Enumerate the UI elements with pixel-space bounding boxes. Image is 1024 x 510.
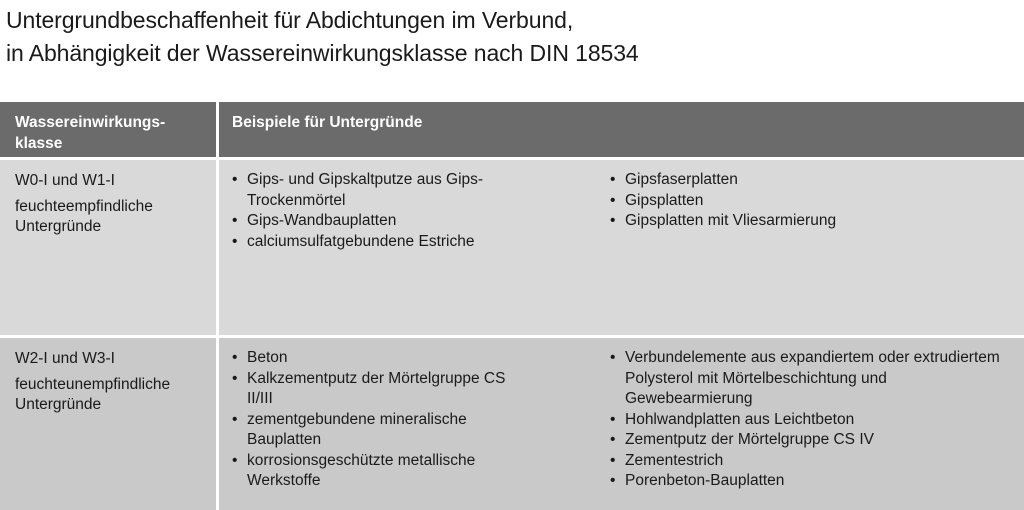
list-item: • Gipsplatten	[610, 191, 1010, 212]
header-class-label: Wassereinwirkungs- klasse	[15, 114, 166, 152]
row-1-class-description: feuchteempfindliche Untergründe	[15, 197, 153, 235]
list-item: • Hohlwandplatten aus Leichtbeton	[610, 410, 1010, 431]
title-line-1: Untergrundbeschaffenheit für Abdichtungen im Verbund,	[6, 7, 574, 33]
row-2-class-code: W2-I und W3-I	[15, 350, 115, 367]
header-examples-label: Beispiele für Untergründe	[232, 114, 423, 131]
row-1-examples-right	[610, 170, 1010, 335]
list-item: • Gips- und Gipskaltputze aus Gips-Trockenmörtel	[232, 170, 517, 211]
page-title	[6, 4, 639, 70]
row-2-class-cell	[0, 338, 219, 510]
row-1-examples-left	[232, 170, 610, 335]
row-2-examples-left	[232, 348, 610, 510]
list-item: • Zementestrich	[610, 451, 1010, 472]
substrate-table	[0, 102, 1024, 510]
header-examples	[219, 102, 1024, 160]
list-item: • Zementputz der Mörtelgruppe CS IV	[610, 430, 1010, 451]
list-item: • Verbundelemente aus expandiertem oder extrudiertem Polysterol mit Mörtelbeschichtung und Gewebearmierung	[610, 348, 1010, 410]
row-2-examples-right	[610, 348, 1010, 510]
list-item: • Porenbeton-Bauplatten	[610, 471, 1010, 492]
title-line-2: in Abhängigkeit der Wassereinwirkungsklasse nach DIN 18534	[6, 40, 639, 66]
list-item: • Gips-Wandbauplatten	[232, 211, 517, 232]
row-2-examples-cell	[219, 338, 1024, 510]
list-item: • Gipsplatten mit Vliesarmierung	[610, 211, 1010, 232]
list-item: • korrosionsgeschützte metallische Werkstoffe	[232, 451, 517, 492]
row-2-class-description: feuchteunempfindliche Untergründe	[15, 375, 171, 413]
list-item: • Kalkzementputz der Mörtelgruppe CS II/III	[232, 369, 517, 410]
list-item: • Gipsfaserplatten	[610, 170, 1010, 191]
list-item: • zementgebundene mineralische Bauplatten	[232, 410, 517, 451]
row-1-class-cell	[0, 160, 219, 338]
list-item: • Beton	[232, 348, 517, 369]
row-1-class-code: W0-I und W1-I	[15, 172, 115, 189]
list-item: • calciumsulfatgebundene Estriche	[232, 232, 517, 253]
header-class	[0, 102, 219, 160]
row-1-examples-cell	[219, 160, 1024, 338]
